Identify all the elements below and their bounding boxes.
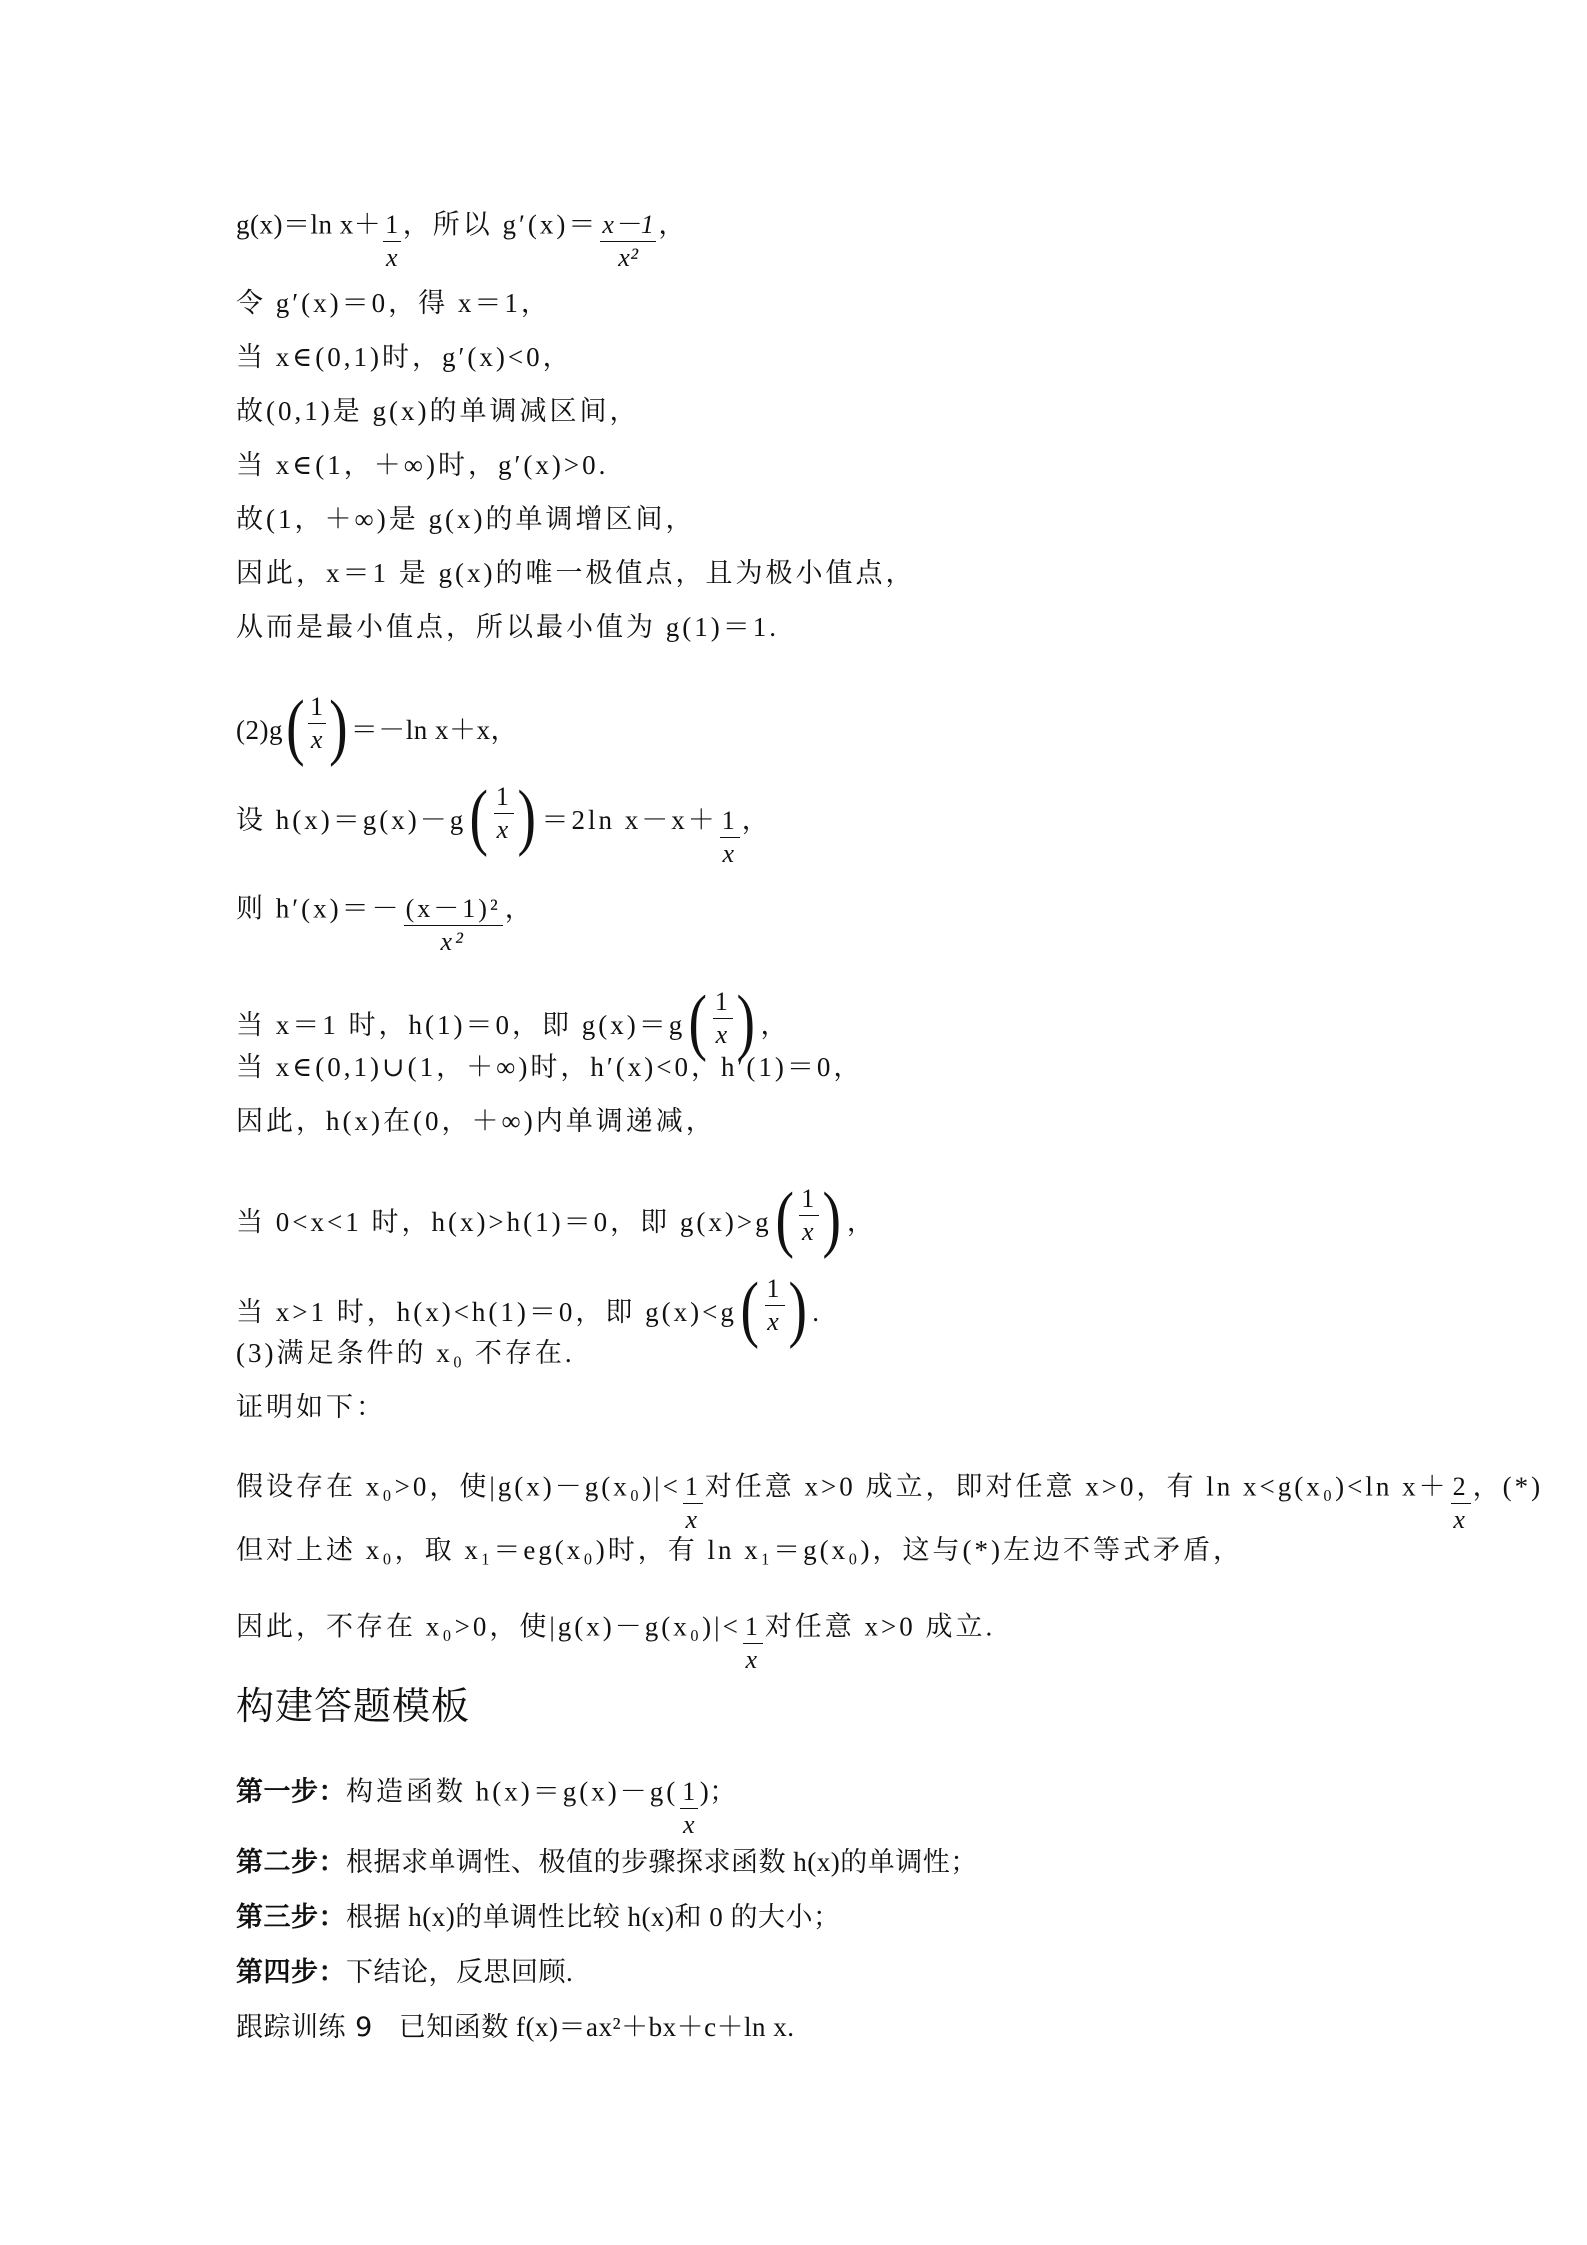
fraction: $\frac{1}{x}$ [721, 805, 738, 868]
solution-line-8: 从而是最小值点，所以最小值为 g(1)＝1. [236, 612, 779, 642]
exercise-label: 跟踪训练 9 [236, 2012, 373, 2043]
step-label: 第一步： [236, 1776, 346, 1808]
solution-line-7: 因此，x＝1 是 g(x)的唯一极值点，且为极小值点， [236, 558, 916, 588]
solution-line-17: (3)满足条件的 x₀ 不存在. [236, 1338, 575, 1368]
solution-line-12: 当 x＝1 时，h(1)＝0，即 g(x)＝g ( $\frac{1}{x}$ ) ， [236, 981, 791, 1063]
solution-line-15: 当 0<x<1 时，h(x)>h(1)＝0，即 g(x)>g ( $\frac{1}{x}$ ) ， [236, 1178, 877, 1260]
text: ，所以 g′(x)＝ [402, 209, 599, 240]
text: g(x)＝ln x＋ [236, 209, 382, 240]
solution-line-21: 因此，不存在 x₀>0，使|g(x)－g(x₀)|< $\frac{1}{x}$ 对任意 x>0 成立. [236, 1611, 996, 1674]
paren-fraction: ( $\frac{1}{x}$ ) [286, 686, 348, 768]
template-step-1: 第一步：构造函数 h(x)＝g(x)－g( $\frac{1}{x}$ )； [236, 1776, 737, 1839]
step-label: 第三步： [236, 1902, 346, 1933]
paren-fraction: ( $\frac{1}{x}$ ) [740, 1268, 809, 1350]
template-step-2: 第二步：根据求单调性、极值的步骤探求函数 h(x)的单调性； [236, 1847, 978, 1878]
solution-line-18: 证明如下： [236, 1392, 386, 1422]
paren-fraction: ( $\frac{1}{x}$ ) [688, 981, 758, 1063]
template-step-3: 第三步：根据 h(x)的单调性比较 h(x)和 0 的大小； [236, 1902, 841, 1933]
solution-line-11: 则 h′(x)＝－ $\frac{\text{(x－1)²}}{\text{x²}}$ ， [236, 893, 535, 956]
step-label: 第二步： [236, 1847, 346, 1878]
step-label: 第四步： [236, 1957, 346, 1988]
solution-line-3: 当 x∈(0,1)时，g′(x)<0， [236, 342, 573, 372]
solution-line-16: 当 x>1 时，h(x)<h(1)＝0，即 g(x)<g ( $\frac{1}{x}$ ) . [236, 1268, 822, 1350]
solution-line-19: 假设存在 x₀>0，使|g(x)－g(x₀)|< $\frac{1}{x}$ 对任意 x>0 成立，即对任意 x>0，有 ln x<g(x₀)<ln x＋ $\frac{2}{x}$ ，(*) [236, 1471, 1544, 1534]
solution-line-9: (2)g ( $\frac{1}{x}$ ) ＝－ln x＋x， [236, 686, 519, 768]
solution-line-1: g(x)＝ln x＋ $\frac{1}{x}$ ，所以 g′(x)＝ $\frac{x-1}{\text{x²}}$ ， [236, 209, 686, 272]
section-heading: 构建答题模板 [236, 1684, 471, 1728]
exercise-text: 已知函数 f(x)＝ax²＋bx＋c＋ln x. [398, 2012, 795, 2042]
solution-line-13: 当 x∈(0,1)∪(1，＋∞)时，h′(x)<0，h′(1)＝0， [236, 1052, 864, 1082]
exercise-line [236, 2010, 795, 2045]
fraction: $\frac{1}{x}$ [744, 1612, 761, 1674]
paren-fraction: ( $\frac{1}{x}$ ) [775, 1178, 844, 1260]
solution-line-14: 因此，h(x)在(0，＋∞)内单调递减， [236, 1106, 716, 1136]
solution-line-5: 当 x∈(1，＋∞)时，g′(x)>0. [236, 450, 609, 480]
fraction: $\frac{1}{x}$ [684, 1472, 701, 1534]
fraction: $\frac{\text{(x－1)²}}{\text{x²}}$ [405, 894, 501, 956]
fraction: $\frac{1}{x}$ [682, 1777, 696, 1839]
paren-fraction: ( $\frac{1}{x}$ ) [469, 776, 539, 858]
solution-line-10: 设 h(x)＝g(x)－g ( $\frac{1}{x}$ ) ＝2ln x－x＋ $\frac{1}{x}$ ， [236, 776, 772, 868]
solution-line-6: 故(1，＋∞)是 g(x)的单调增区间， [236, 504, 696, 534]
solution-line-4: 故(0,1)是 g(x)的单调减区间， [236, 396, 640, 426]
fraction: $\frac{1}{x}$ [385, 210, 399, 272]
template-step-4: 第四步：下结论，反思回顾. [236, 1957, 574, 1988]
fraction: $\frac{2}{x}$ [1452, 1472, 1469, 1534]
solution-line-20: 但对上述 x₀，取 x₁＝eg(x₀)时，有 ln x₁＝g(x₀)，这与(*)左边不等式矛盾， [236, 1535, 1243, 1565]
fraction: $\frac{x-1}{\text{x²}}$ [602, 210, 655, 272]
solution-line-2: 令 g′(x)＝0，得 x＝1， [236, 288, 551, 318]
